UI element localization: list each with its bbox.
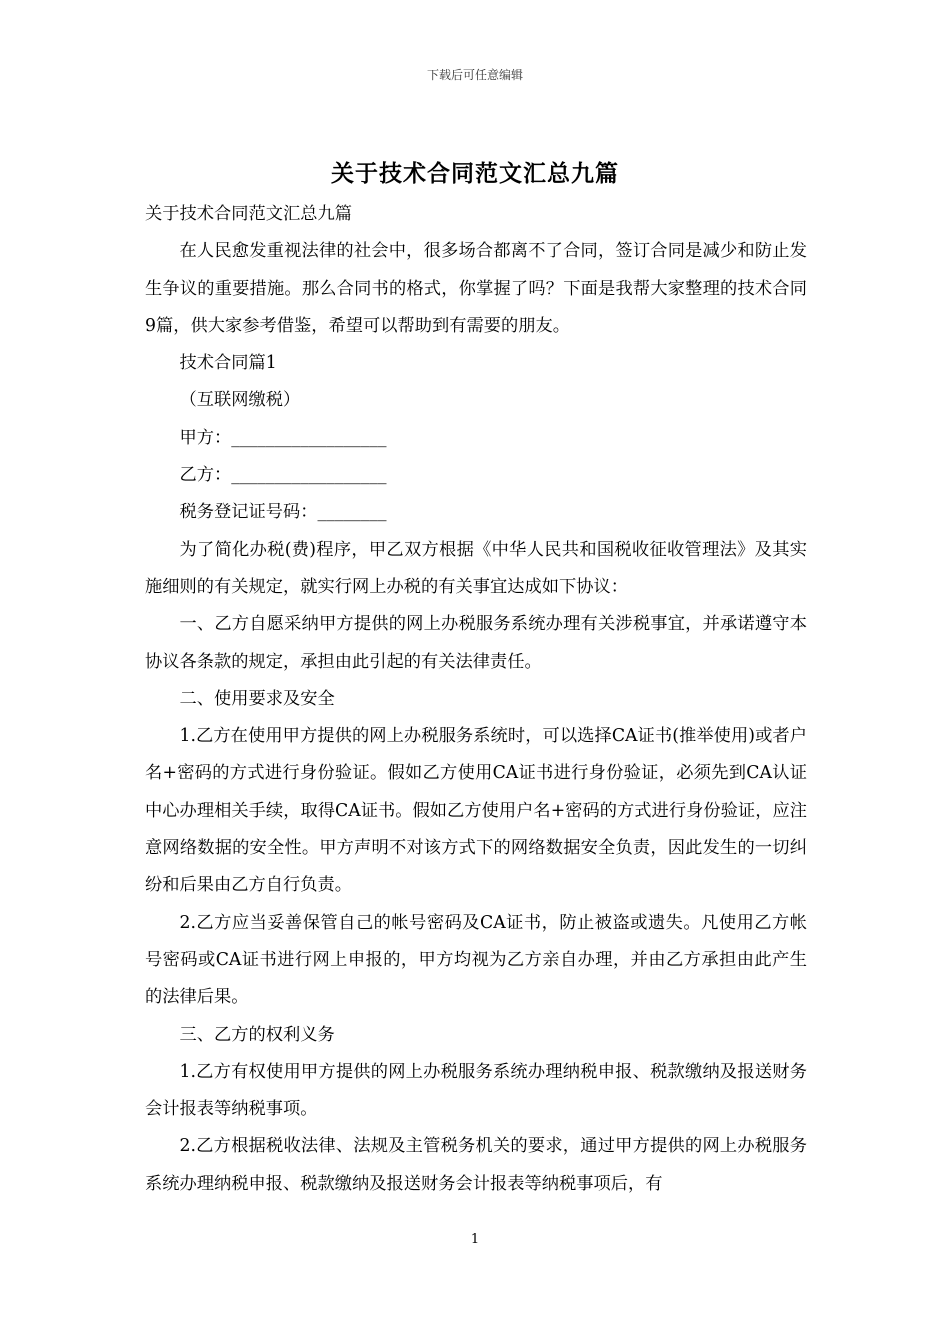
- paragraph-section-2-heading: 二、使用要求及安全: [179, 688, 335, 709]
- paragraph-tax-id: 税务登记证号码：________: [179, 502, 387, 523]
- paragraph-clause-3-1: 1.乙方有权使用甲方提供的网上办税服务系统办理纳税申报、税款缴纳及报送财务会计报表等纳税事项。: [145, 1061, 807, 1120]
- paragraph-clause-2-1: 1.乙方在使用甲方提供的网上办税服务系统时，可以选择CA证书(推举使用)或者户名+密码的方式进行身份验证。假如乙方使用CA证书进行身份验证，必须先到CA认证中心办理相关手续，取得CA证书。假如乙方使用户名+密码的方式进行身份验证，应注意网络数据的安全性。甲方声明不对该方式下的网络数据安全负责，因此发生的一切纠纷和后果由乙方自行负责。: [145, 726, 807, 896]
- paragraph-clause-3-2: 2.乙方根据税收法律、法规及主管税务机关的要求，通过甲方提供的网上办税服务系统办理纳税申报、税款缴纳及报送财务会计报表等纳税事项后，有: [145, 1136, 807, 1194]
- document-body: [145, 196, 807, 1203]
- paragraph-party-a: 甲方：__________________: [179, 427, 387, 448]
- paragraph-section-3-heading: 三、乙方的权利义务: [179, 1024, 335, 1045]
- document-title: 关于技术合同范文汇总九篇: [331, 160, 619, 187]
- paragraph-preamble: 为了简化办税(费)程序，甲乙双方根据《中华人民共和国税收征收管理法》及其实施细则的有关规定，就实行网上办税的有关事宜达成如下协议：: [145, 539, 807, 597]
- paragraph-contract-heading: 技术合同篇1: [179, 353, 277, 374]
- page-number: 1: [470, 1232, 480, 1247]
- page-header-note: 下载后可任意编辑: [426, 68, 523, 82]
- paragraph-subtitle: 关于技术合同范文汇总九篇: [145, 204, 353, 224]
- paragraph-clause-1: 一、乙方自愿采纳甲方提供的网上办税服务系统办理有关涉税事宜，并承诺遵守本协议各条款的规定，承担由此引起的有关法律责任。: [145, 614, 807, 672]
- paragraph-party-b: 乙方：__________________: [179, 465, 387, 486]
- paragraph-intro: 在人民愈发重视法律的社会中，很多场合都离不了合同，签订合同是减少和防止发生争议的重要措施。那么合同书的格式，你掌握了吗？下面是我帮大家整理的技术合同9篇，供大家参考借鉴，希望可以帮助到有需要的朋友。: [145, 241, 807, 336]
- paragraph-contract-type: （互联网缴税）: [179, 390, 301, 411]
- paragraph-clause-2-2: 2.乙方应当妥善保管自己的帐号密码及CA证书，防止被盗或遗失。凡使用乙方帐号密码或CA证书进行网上申报的，甲方均视为乙方亲自办理，并由乙方承担由此产生的法律后果。: [145, 912, 807, 1008]
